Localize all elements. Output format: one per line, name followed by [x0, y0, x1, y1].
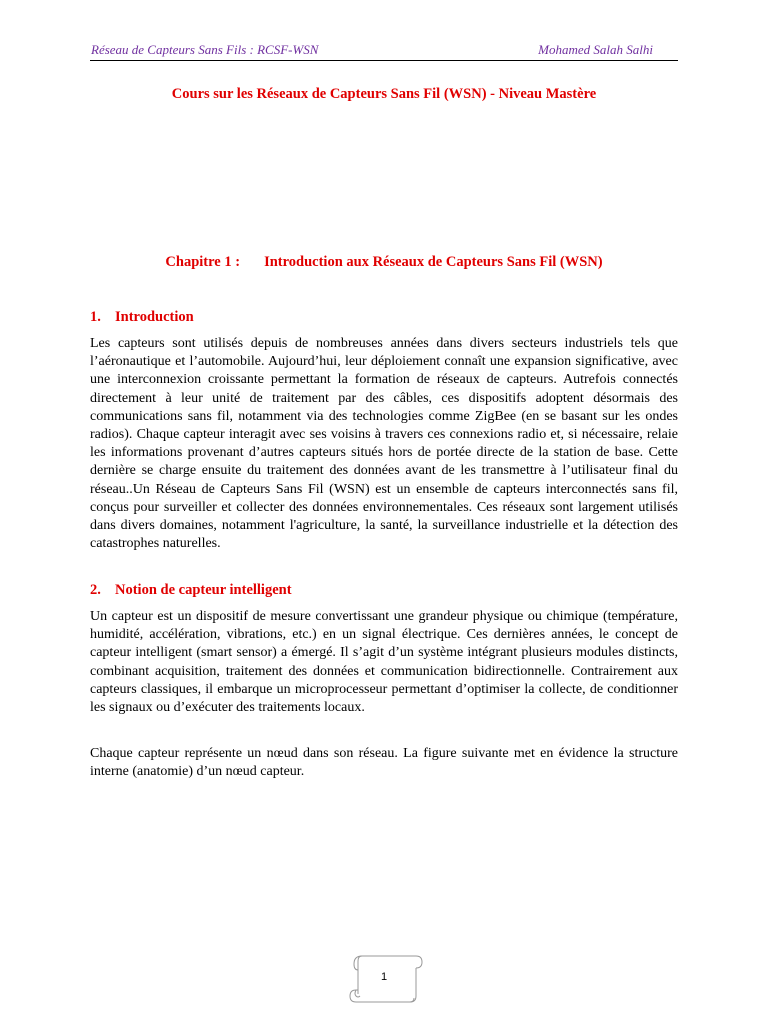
section-number: 1.	[90, 309, 101, 325]
paragraph-introduction: Les capteurs sont utilisés depuis de nombreuses années dans divers secteurs industriels tels que l’aéronautique et l’automobile. Aujourd’hui, leur déploiement connaît une expansion significative, avec une interconnexion croissante permettant la formation de réseaux de capteurs. Autrefois connectés directement à leur unité de traitement par des câbles, ces dispositifs adoptent désormais des communications sans fil, notamment via des technologies comme ZigBee (en se basant sur les ondes radios). Chaque capteur interagit avec ses voisins à travers ces connexions radio et, si nécessaire, relaie les informations provenant d’autres capteurs situés hors de portée directe de la station de base. Cette dernière se charge ensuite du traitement des données avant de les transmettre à l’utilisateur final du réseau..Un Réseau de Capteurs Sans Fil (WSN) est un ensemble de capteurs interconnectés sans fil, conçus pour surveiller et collecter des données environnementales. Ces réseaux sont largement utilisés dans divers domaines, notamment l'agriculture, la santé, la surveillance industrielle et la détection des catastrophes naturelles.	[90, 336, 678, 552]
page-number-scroll	[344, 952, 424, 1006]
page-header	[90, 42, 678, 60]
header-divider	[90, 60, 678, 61]
section-number: 2.	[90, 582, 101, 598]
chapter-title	[90, 254, 678, 271]
header-author: Mohamed Salah Salhi	[538, 42, 653, 57]
section-heading-smart-sensor	[90, 582, 292, 599]
chapter-label: Chapitre 1 :	[165, 254, 241, 270]
section-title: Introduction	[115, 309, 194, 325]
header-document-title: Réseau de Capteurs Sans Fils : RCSF-WSN	[91, 42, 319, 57]
section-heading-introduction	[90, 309, 194, 326]
paragraph-smart-sensor: Un capteur est un dispositif de mesure convertissant une grandeur physique ou chimique (température, humidité, accélération, vibrations, etc.) en un signal électrique. Ces dernières années, le concept de capteur intelligent (smart sensor) a émergé. Il s’agit d’un système intégrant plusieurs modules distincts, combinant acquisition, traitement des données et communication bidirectionnelle. Contrairement aux capteurs classiques, il embarque un microprocesseur permettant d’optimiser la collecte, de conditionner les signaux ou d’exécuter des traitements locaux.	[90, 609, 678, 716]
page-number: 1	[380, 971, 388, 983]
paragraph-sensor-node: Chaque capteur représente un nœud dans son réseau. La figure suivante met en évidence la structure interne (anatomie) d’un nœud capteur.	[90, 746, 678, 780]
chapter-heading: Introduction aux Réseaux de Capteurs Sans Fil (WSN)	[264, 254, 603, 270]
course-title: Cours sur les Réseaux de Capteurs Sans Fil (WSN) - Niveau Mastère	[171, 86, 597, 102]
section-title: Notion de capteur intelligent	[115, 582, 292, 598]
